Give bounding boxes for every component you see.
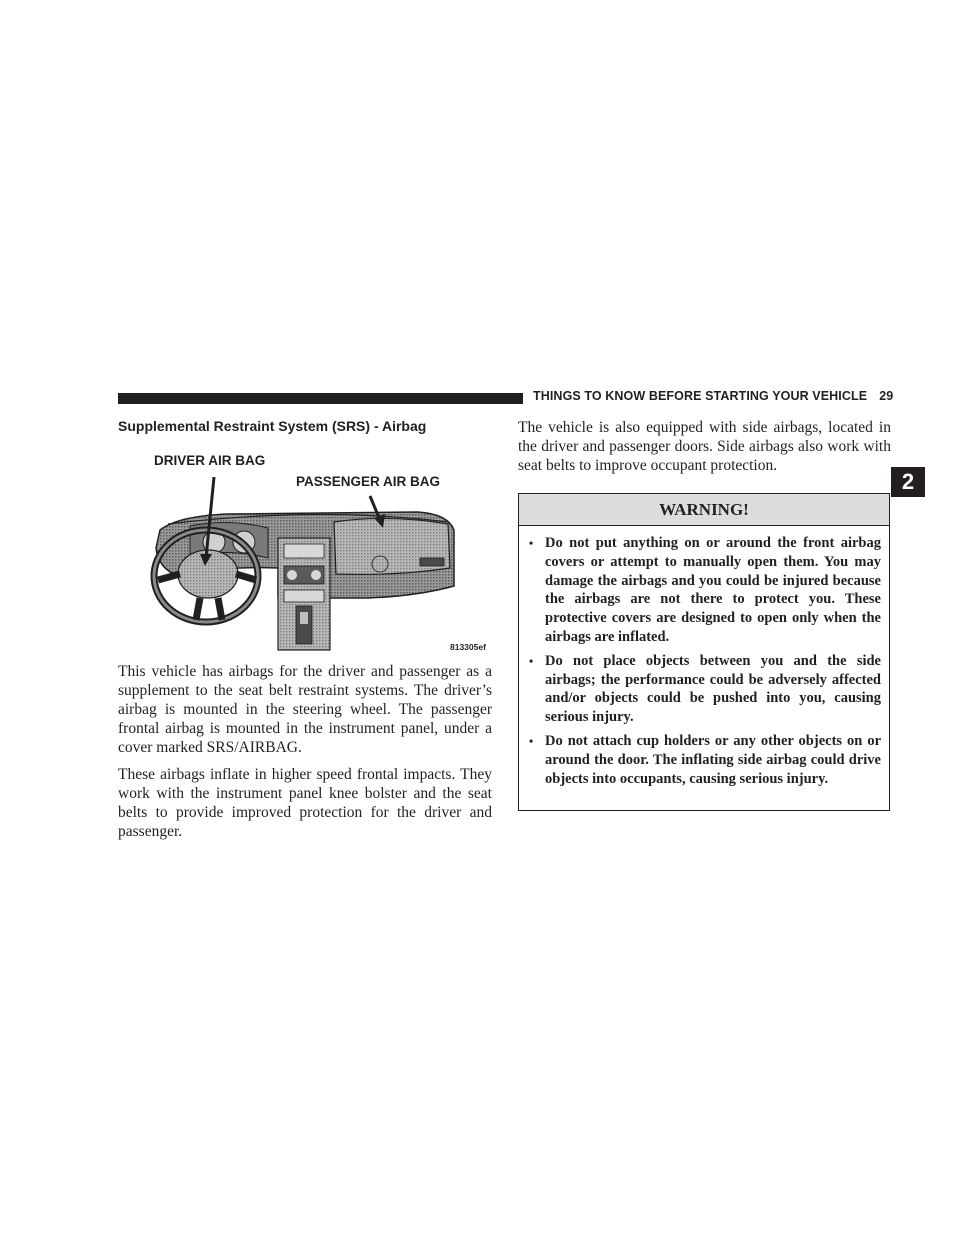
page-number: 29 [879,389,894,403]
body-paragraph: The vehicle is also equipped with side airbags, located in the driver and passenger doors. Side airbags also work with seat belts to improve occupant protection. [518,419,891,474]
running-header [533,389,894,403]
bullet-icon: • [529,653,534,668]
section-heading: Supplemental Restraint System (SRS) - Airbag [118,418,427,434]
bullet-icon: • [529,733,534,748]
passenger-airbag-label: PASSENGER AIR BAG [296,474,441,489]
header-rule [118,393,523,404]
warning-box [518,493,890,811]
chapter-tab: 2 [891,467,925,497]
warning-item: • Do not put anything on or around the front airbag covers or attempt to manually open them. You may damage the airbags and you could be injured because the airbags are not there to protect you. These protective covers are designed to open only when the airbags are inflated. [529,535,881,645]
dashboard-figure [118,448,492,656]
warning-title: WARNING! [519,494,889,526]
running-title: THINGS TO KNOW BEFORE STARTING YOUR VEHICLE [533,389,868,403]
warning-item: • Do not place objects between you and the side airbags; the performance could be adversely affected and/or objects could be pushed into you, causing serious injury. [529,652,881,726]
bullet-icon: • [529,536,534,550]
driver-airbag-label: DRIVER AIR BAG [154,453,266,468]
warning-item: • Do not attach cup holders or any other objects on or around the door. The inflating side airbag could drive objects into occupants, causing serious injury. [529,732,881,787]
dashboard-illustration [118,448,492,656]
image-code: 813305ef [450,642,486,652]
body-paragraph: This vehicle has airbags for the driver and passenger as a supplement to the seat belt restraint systems. The driver’s airbag is mounted in the steering wheel. The passenger frontal airbag is mounted in the instrument panel, under a cover marked SRS/AIRBAG. [118,663,492,756]
body-paragraph: These airbags inflate in higher speed frontal impacts. They work with the instrument panel knee bolster and the seat belts to provide improved protection for the driver and passenger. [118,766,492,840]
warning-list [519,526,889,788]
